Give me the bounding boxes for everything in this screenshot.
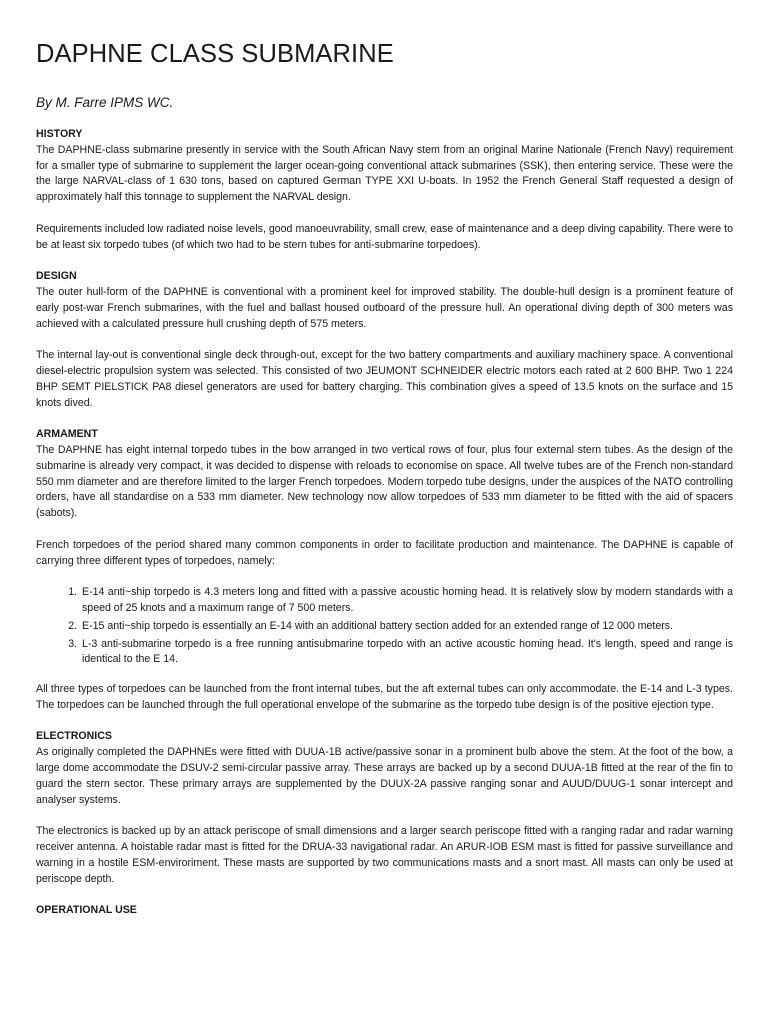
list-item: 2. E-15 anti~ship torpedo is essentially an E-14 with an additional battery section added for an extended range of 12 000 meters. <box>80 619 733 635</box>
heading-electronics: ELECTRONICS <box>36 730 112 743</box>
section-history <box>36 127 733 253</box>
paragraph: The internal lay-out is conventional single deck through-out, except for the two battery compartments and auxiliary machinery space. A conventional diesel-electric propulsion system was selected. This consisted of two JEUMONT SCHNEIDER electric motors each rated at 2 600 BHP. Two 1 224 BHP SEMT PIELSTICK PA8 diesel generators are used for battery charging. This combination gives a speed of 13.5 knots on the surface and 15 knots dived. <box>36 349 733 409</box>
section-operational-use <box>36 903 733 919</box>
paragraph: All three types of torpedoes can be launched from the front internal tubes, but the aft external tubes can only accommodate. the E-14 and L-3 types. The torpedoes can be launched through the full operational envelope of the submarine as the torpedo tube design is of the positive ejection type. <box>36 683 733 711</box>
list-item: 3. L-3 anti-submarine torpedo is a free running antisubmarine torpedo with an active acoustic homing head. It's length, speed and range is identical to the E 14. <box>80 637 733 669</box>
torpedo-list <box>36 585 733 668</box>
paragraph: Requirements included low radiated noise levels, good manoeuvrability, small crew, ease of maintenance and a deep diving capability. There were to be at least six torpedo tubes (of which two had to be stern tubes for anti-submarine torpedoes). <box>36 222 733 251</box>
paragraph: The electronics is backed up by an attack periscope of small dimensions and a larger search periscope fitted with a ranging radar and radar warning receiver antenna. A hoistable radar mast is fitted for the DRUA-33 navigational radar. An ARUR-IOB ESM mast is fitted for passive surveillance and warning in a hostile ESM-enviroriment. These masts are supported by two communications masts and a snort mast. All masts can only be used at periscope depth. <box>36 825 733 885</box>
heading-design: DESIGN <box>36 270 77 283</box>
section-armament <box>36 427 733 714</box>
heading-history: HISTORY <box>36 128 83 140</box>
section-electronics <box>36 729 733 887</box>
page-title: DAPHNE CLASS SUBMARINE <box>36 40 394 68</box>
section-design <box>36 269 733 411</box>
paragraph: French torpedoes of the period shared many common components in order to facilitate production and maintenance. The DAPHNE is capable of carrying three different types of torpedoes, namely: <box>36 538 733 567</box>
heading-armament: ARMAMENT <box>36 428 98 441</box>
paragraph: The DAPHNE-class submarine presently in service with the South African Navy stem from an original Marine Nationale (French Navy) requirement for a smaller type of submarine to supplement the larger ocean-going conventional attack submarines (SSK), then entering service. These were the the large NARVAL-class of 1 630 tons, based on captured German TYPE XXI U-boats. In 1952 the French General Staff requested a design of approximately half this tonnage to supplement the NARVAL design. <box>36 143 733 204</box>
author-byline: By M. Farre IPMS WC. <box>36 95 174 110</box>
paragraph: As originally completed the DAPHNEs were fitted with DUUA-1B active/passive sonar in a prominent bulb above the stem. At the foot of the bow, a large dome accommodate the DSUV-2 semi-circular passive array. These arrays are backed up by a second DUUA-1B fitted at the rear of the fin to guard the stern sector. These primary arrays are supplemented by the DUUX-2A passive ranging sonar and AUUD/DUUG-1 sonar intercept and analyser systems. <box>36 746 733 806</box>
paragraph: The outer hull-form of the DAPHNE is conventional with a prominent keel for improved stability. The double-hull design is a prominent feature of early post-war French submarines, with the fuel and ballast housed outboard of the pressure hull. An operational diving depth of 300 meters was achieved with a calculated pressure hull crushing depth of 575 meters. <box>36 285 733 330</box>
heading-operational-use: OPERATIONAL USE <box>36 904 137 917</box>
paragraph: The DAPHNE has eight internal torpedo tubes in the bow arranged in two vertical rows of four, plus four external stern tubes. As the design of the submarine is already very compact, it was decided to dispense with reloads to economise on space. All twelve tubes are of the French non-standard 550 mm diameter and are therefore limited to the larger French torpedoes. Modern torpedo tube designs, under the auspices of the NATO controlling orders, have all standardise on a 533 mm diameter. New technology now allow torpedoes of 533 mm diameter to be fitted with the aid of spacers (sabots). <box>36 443 733 520</box>
list-item: 1. E-14 anti~ship torpedo is 4.3 meters long and fitted with a passive acoustic homing head. It is relatively slow by modern standards with a speed of 25 knots and a maximum range of 7 500 meters. <box>80 585 733 617</box>
